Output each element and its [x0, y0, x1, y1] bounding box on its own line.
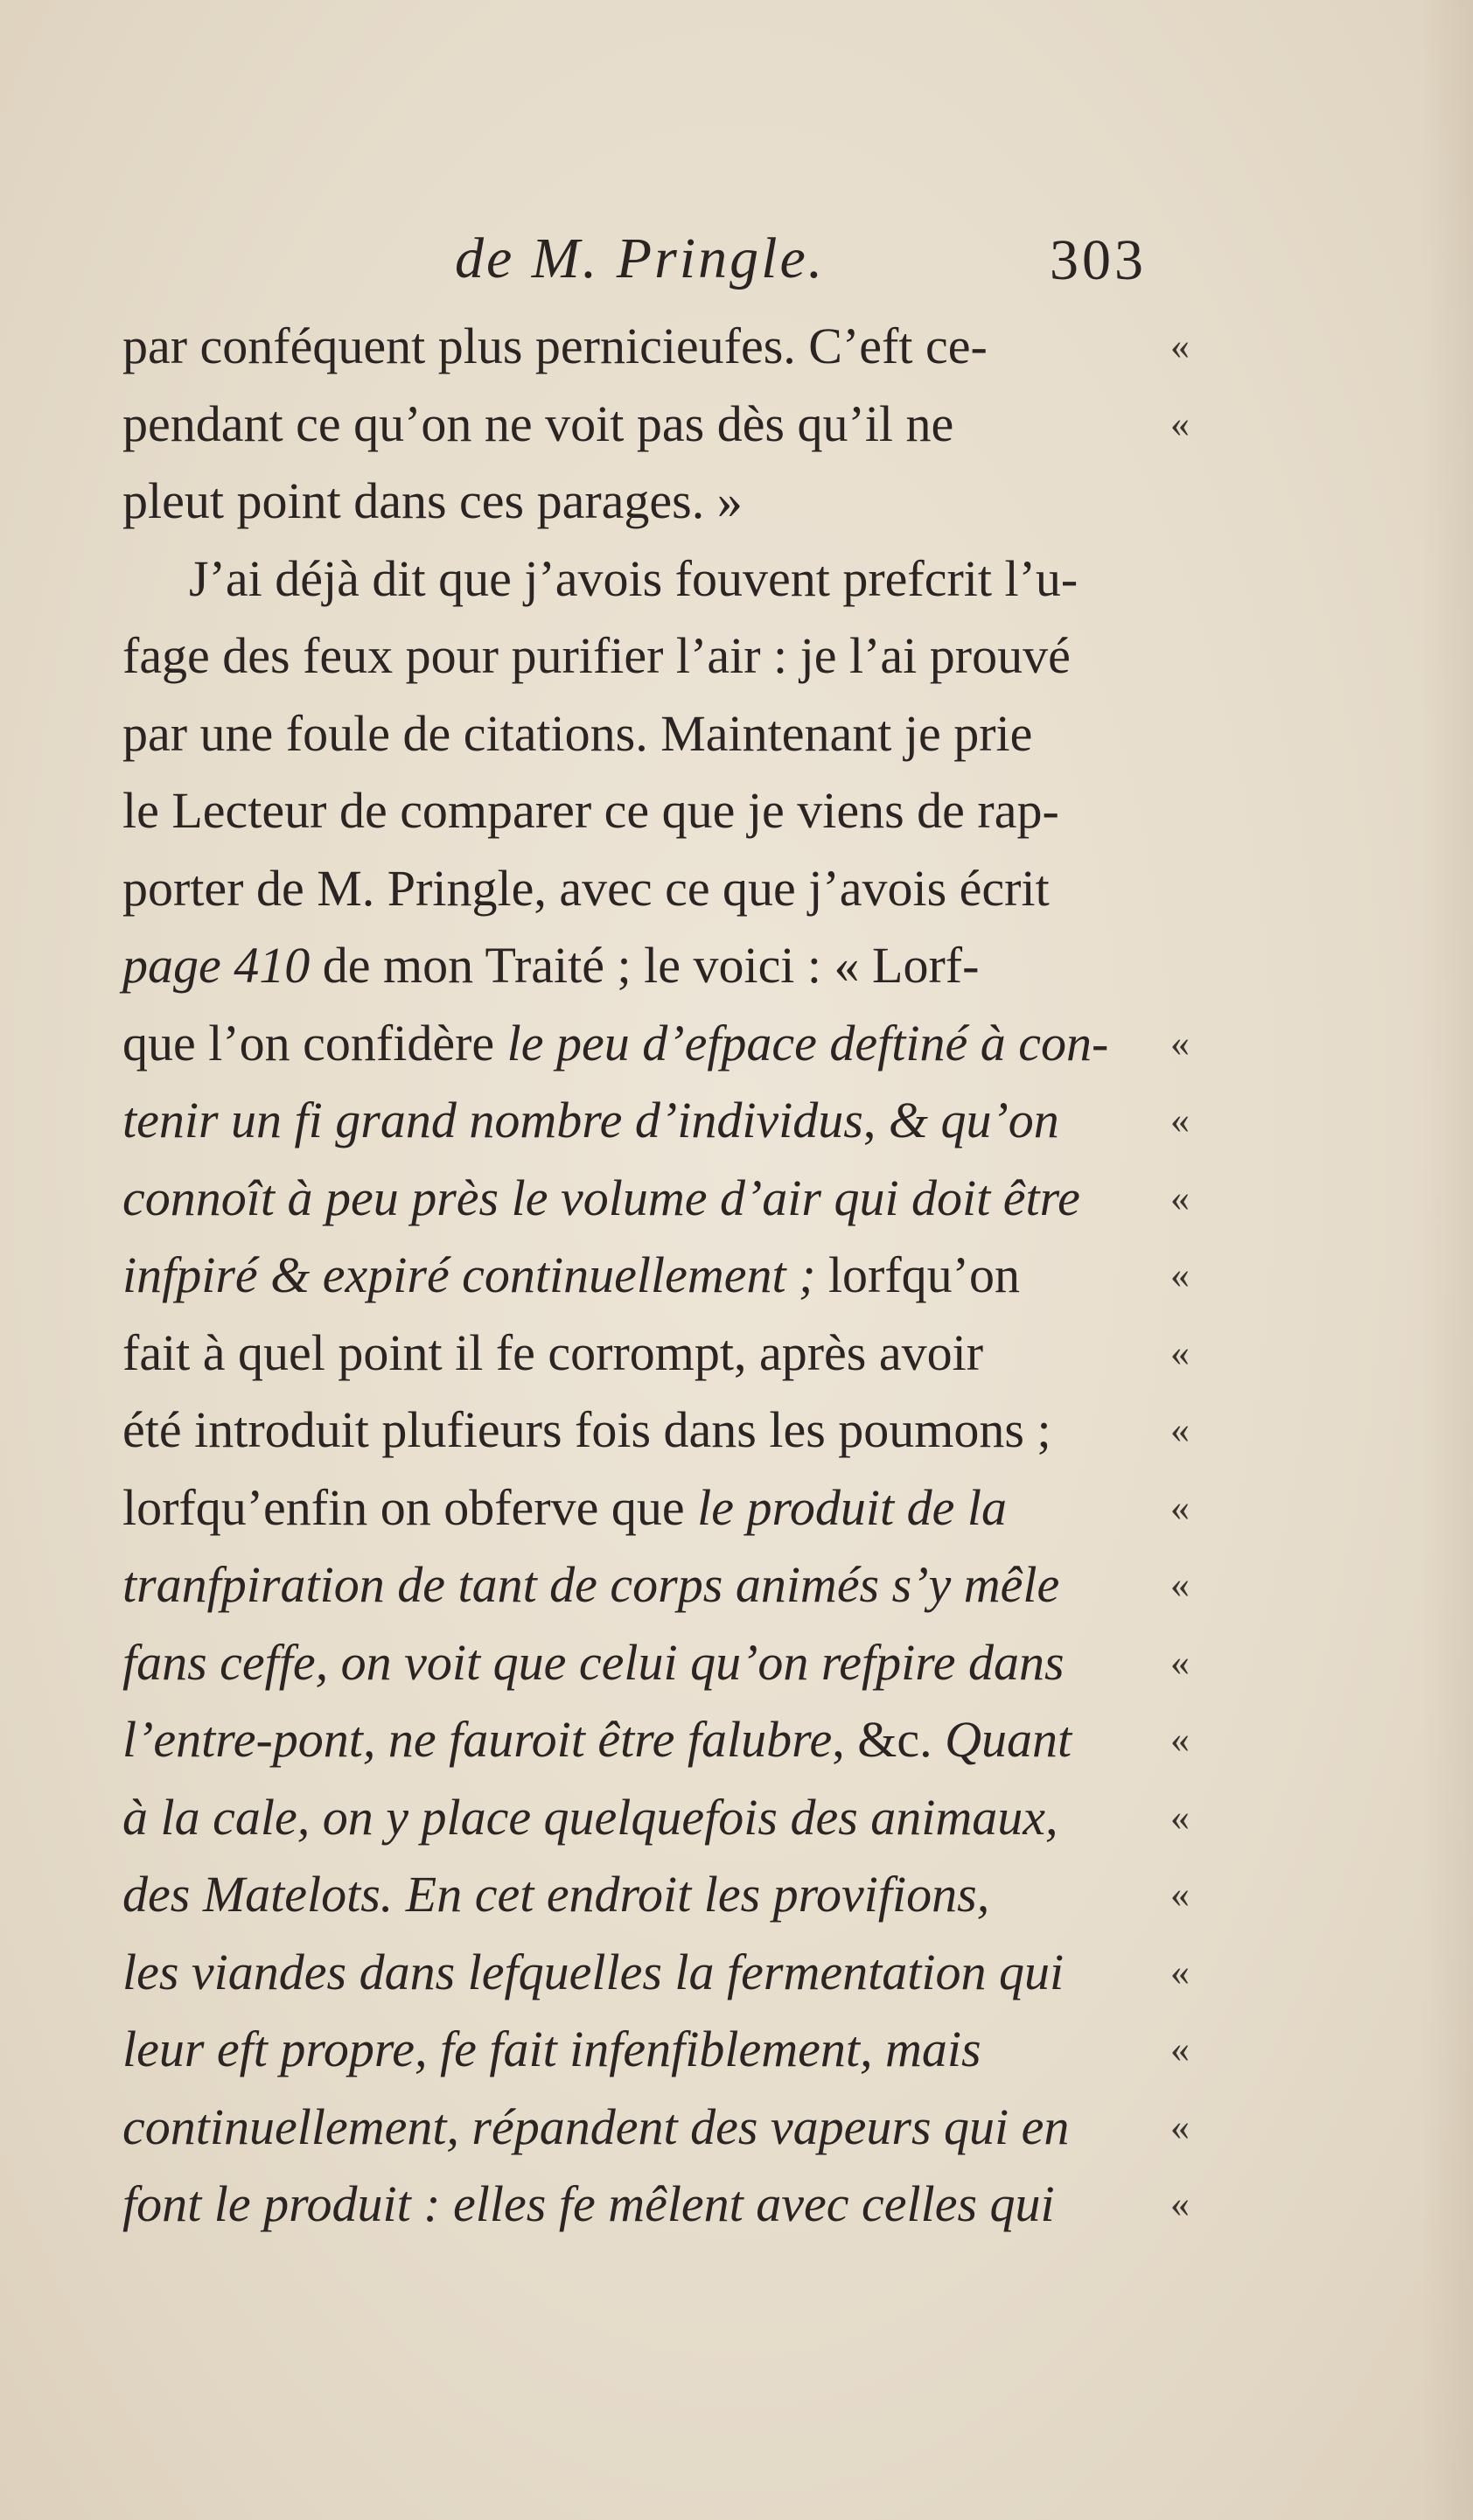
line-segment: lorfqu’on — [815, 1246, 1020, 1303]
line-text: pleut point dans ces parages. » — [122, 472, 743, 529]
page-edge-shadow — [1421, 0, 1473, 2520]
quotation-mark: « — [1170, 1021, 1190, 1065]
line-segment: , &c. — [832, 1711, 946, 1768]
quotation-mark: « — [1170, 401, 1190, 445]
line-segment: le peu d’efpace deftiné à con- — [506, 1014, 1109, 1072]
line-text: connoît à peu près le volume d’air qui doit être — [122, 1169, 1080, 1226]
line-text — [122, 1005, 1108, 1083]
text-line — [122, 2089, 1190, 2167]
quotation-mark: « — [1170, 1640, 1190, 1684]
body-text — [122, 308, 1190, 2244]
line-segment: que l’on confidère — [122, 1014, 507, 1072]
quotation-mark: « — [1170, 1950, 1190, 1993]
running-title: de M. Pringle. — [455, 227, 826, 290]
line-text: font le produit : elles fe mêlent avec celles qui — [122, 2175, 1055, 2232]
line-text: porter de M. Pringle, avec ce que j’avois écrit — [122, 859, 1050, 917]
text-line — [122, 1082, 1190, 1160]
line-text — [122, 927, 979, 1005]
line-text: fage des feux pour purifier l’air : je l’ai prouvé — [122, 627, 1071, 684]
line-text: tranfpiration de tant de corps animés s’y mêle — [122, 1556, 1060, 1613]
text-line — [122, 1934, 1190, 2012]
line-text — [122, 1082, 1059, 1160]
quotation-mark: « — [1170, 1485, 1190, 1529]
quotation-mark: « — [1170, 1408, 1190, 1451]
line-text: par une foule de citations. Maintenant je prie — [122, 704, 1033, 762]
line-text: les viandes dans lefquelles la fermentation qui — [122, 1943, 1065, 2000]
line-text: pendant ce qu’on ne voit pas dès qu’il ne — [122, 394, 954, 452]
text-line — [122, 1856, 1190, 1934]
text-line — [122, 1005, 1190, 1083]
text-line — [122, 386, 1190, 464]
text-line — [122, 2011, 1190, 2089]
quotation-mark: « — [1170, 1795, 1190, 1839]
quotation-mark: « — [1170, 2105, 1190, 2148]
line-text — [122, 1701, 1072, 1779]
quotation-mark: « — [1170, 1718, 1190, 1761]
text-line — [122, 308, 1190, 386]
line-segment: tenir un fi grand nombre d’individus — [122, 1092, 863, 1148]
line-text: leur eft propre, fe fait infenfiblement, mais — [122, 2021, 981, 2077]
line-segment: infpiré & expiré continuellement ; — [122, 1246, 816, 1303]
line-segment: , — [862, 1092, 889, 1148]
running-head — [455, 226, 1190, 304]
page-number: 303 — [1050, 228, 1147, 292]
line-segment: page 410 — [122, 937, 311, 994]
text-line — [122, 695, 1190, 773]
line-text: fans ceffe, on voit que celui qu’on refpire dans — [122, 1633, 1065, 1691]
text-line — [122, 850, 1190, 928]
line-segment: de mon Traité ; le voici : « Lorf- — [310, 937, 980, 994]
line-segment: & qu’on — [888, 1092, 1059, 1148]
text-line — [122, 772, 1190, 850]
line-text: été introduit plufieurs fois dans les poumons ; — [122, 1401, 1051, 1458]
text-line — [122, 463, 1190, 541]
text-line — [122, 2166, 1190, 2244]
text-line — [122, 1469, 1190, 1547]
quotation-mark: « — [1170, 2028, 1190, 2070]
line-text — [122, 1469, 1007, 1547]
text-line — [122, 1624, 1190, 1702]
line-text: le Lecteur de comparer ce que je viens de rap- — [122, 782, 1059, 839]
line-text: à la cale, on y place quelquefois des animaux, — [122, 1788, 1058, 1846]
quotation-mark: « — [1170, 1330, 1190, 1374]
text-line — [122, 1237, 1190, 1315]
quotation-mark: « — [1170, 1563, 1190, 1606]
text-line — [122, 1315, 1190, 1393]
line-segment: le produit de la — [697, 1478, 1007, 1536]
text-line — [122, 1392, 1190, 1469]
line-text: des Matelots. En cet endroit les provifions, — [122, 1866, 990, 1923]
text-line — [122, 618, 1190, 695]
text-line — [122, 1701, 1190, 1779]
quotation-mark: « — [1170, 2182, 1190, 2225]
text-line — [122, 927, 1190, 1005]
line-segment: l’entre-pont, ne fauroit être falubre — [122, 1711, 833, 1768]
text-line — [122, 541, 1190, 618]
text-line — [122, 1160, 1190, 1238]
line-segment: lorfqu’enfin on obferve que — [122, 1478, 698, 1536]
line-text: par conféquent plus pernicieufes. C’eft ce- — [122, 318, 988, 374]
line-segment: Quant — [945, 1711, 1072, 1768]
line-text — [122, 1237, 1020, 1315]
quotation-mark: « — [1170, 1873, 1190, 1916]
line-text: continuellement, répandent des vapeurs qui en — [122, 2098, 1070, 2155]
text-line — [122, 1546, 1190, 1624]
quotation-mark: « — [1170, 1099, 1190, 1141]
quotation-mark: « — [1170, 1253, 1190, 1296]
text-line — [122, 1779, 1190, 1857]
quotation-mark: « — [1170, 1176, 1190, 1219]
quotation-mark: « — [1170, 325, 1190, 367]
line-text: J’ai déjà dit que j’avois fouvent prefcrit l’u- — [189, 549, 1079, 607]
line-text: fait à quel point il fe corrompt, après avoir — [122, 1323, 984, 1381]
